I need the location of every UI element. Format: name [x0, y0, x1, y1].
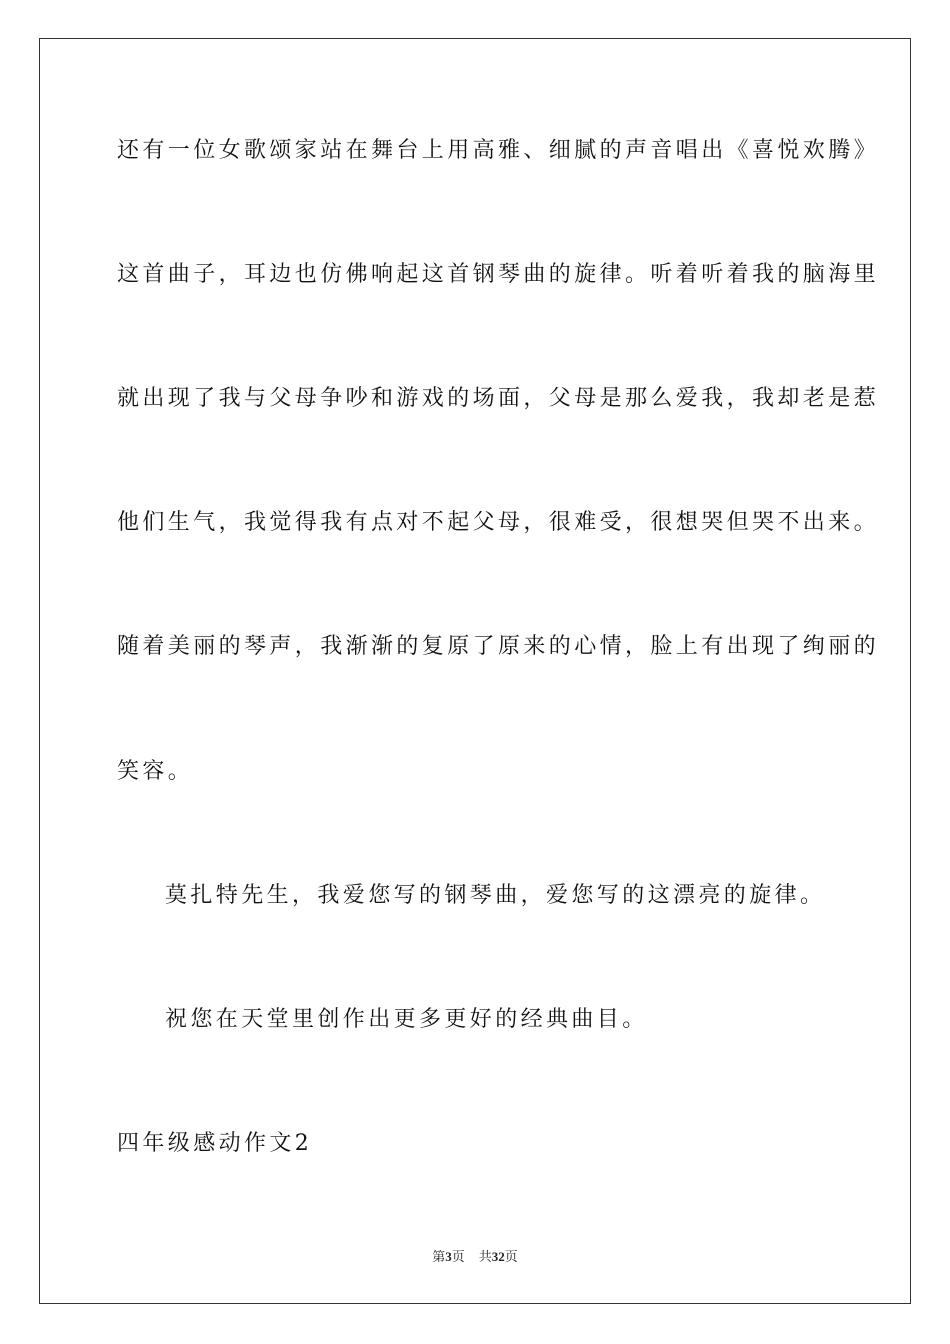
paragraph-line: 就出现了我与父母争吵和游戏的场面，父母是那么爱我，我却老是惹	[117, 386, 880, 411]
paragraph-line: 笑容。	[117, 759, 194, 784]
page-suffix: 页	[451, 1250, 465, 1265]
paragraph-line: 莫扎特先生，我爱您写的钢琴曲，爱您写的这漂亮的旋律。	[165, 883, 826, 908]
section-heading: 四年级感动作文2	[117, 1131, 313, 1156]
page-footer	[0, 1246, 950, 1265]
paragraph-line: 这首曲子，耳边也仿佛响起这首钢琴曲的旋律。听着听着我的脑海里	[117, 262, 880, 287]
paragraph-line: 随着美丽的琴声，我渐渐的复原了原来的心情，脸上有出现了绚丽的	[117, 634, 880, 659]
page-number: 3	[445, 1249, 452, 1264]
page-border	[39, 38, 911, 1304]
page-prefix: 第	[432, 1250, 446, 1265]
paragraph-line: 他们生气，我觉得我有点对不起父母，很难受，很想哭但哭不出来。	[117, 510, 880, 535]
paragraph-line: 还有一位女歌颂家站在舞台上用高雅、细腻的声音唱出《喜悦欢腾》	[117, 138, 880, 163]
total-pages: 32	[491, 1249, 505, 1264]
paragraph-line: 祝您在天堂里创作出更多更好的经典曲目。	[165, 1007, 648, 1032]
total-prefix: 共	[478, 1250, 492, 1265]
total-suffix: 页	[504, 1250, 518, 1265]
